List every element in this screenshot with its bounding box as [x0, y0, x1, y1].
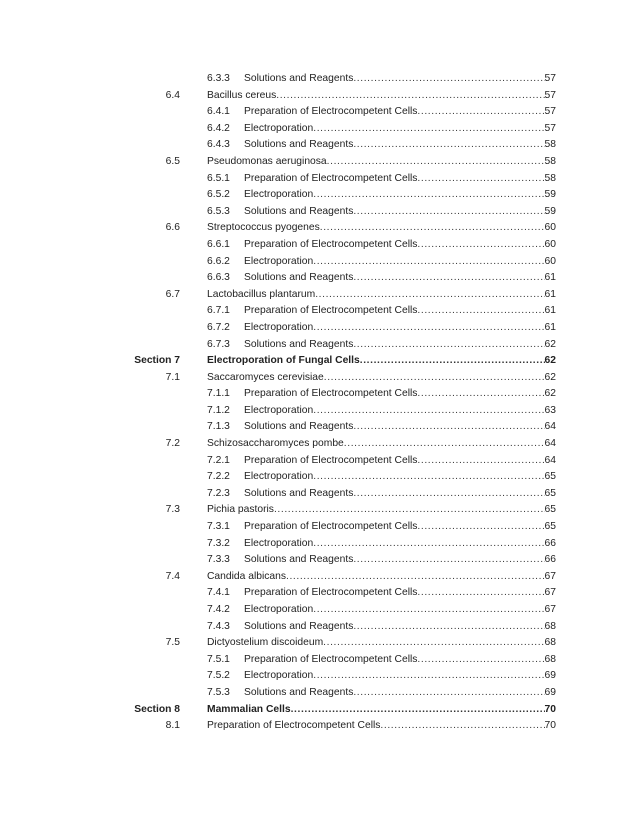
toc-subsection-number: 6.4.3 [207, 139, 230, 151]
toc-entry-title: Electroporation [244, 471, 314, 483]
toc-section-number: 6.5 [165, 155, 180, 167]
toc-page-number: 70 [544, 703, 556, 715]
toc-entry [244, 602, 556, 619]
toc-entry-row[interactable] [0, 536, 638, 553]
toc-entry-title: Dictyostelium discoideum [207, 637, 324, 649]
toc-entry-title: Solutions and Reagents [244, 338, 354, 350]
toc-entry-row[interactable] [0, 204, 638, 221]
dot-leader [417, 237, 544, 254]
toc-section-number: 7.2 [165, 438, 180, 450]
toc-page-number: 66 [544, 537, 556, 549]
toc-entry-row[interactable] [0, 519, 638, 536]
toc-entry-row[interactable] [0, 237, 638, 254]
toc-entry-row[interactable] [0, 453, 638, 470]
toc-entry-title: Preparation of Electrocompetent Cells [244, 454, 418, 466]
toc-section-number: 7.4 [165, 570, 180, 582]
toc-entry-title: Electroporation [244, 321, 314, 333]
dot-leader [353, 204, 544, 221]
toc-page-number: 68 [544, 637, 556, 649]
toc-page-number: 63 [544, 404, 556, 416]
toc-page-number: 62 [544, 355, 556, 367]
toc-page-number: 61 [544, 321, 556, 333]
toc-page-number: 64 [544, 438, 556, 450]
toc-entry [244, 270, 556, 287]
toc-entry-row[interactable] [0, 436, 638, 453]
toc-entry-title: Pichia pastoris [207, 504, 274, 516]
toc-entry-row[interactable] [0, 337, 638, 354]
dot-leader [417, 453, 544, 470]
toc-entry-title: Preparation of Electrocompetent Cells [244, 521, 418, 533]
dot-leader [380, 718, 544, 735]
toc-entry-row[interactable] [0, 552, 638, 569]
toc-entry [244, 104, 556, 121]
toc-page-number: 60 [544, 255, 556, 267]
toc-entry-row[interactable] [0, 619, 638, 636]
toc-page-number: 57 [544, 73, 556, 84]
toc-entry [244, 320, 556, 337]
toc-subsection-number: 7.3.3 [207, 554, 230, 566]
toc-entry-row[interactable] [0, 187, 638, 204]
dot-leader [315, 287, 544, 304]
toc-entry [244, 519, 556, 536]
toc-entry-title: Preparation of Electrocompetent Cells [244, 305, 418, 317]
toc-subsection-number: 6.5.3 [207, 205, 230, 217]
toc-page-number: 67 [544, 587, 556, 599]
dot-leader [353, 337, 544, 354]
toc-entry [244, 453, 556, 470]
dot-leader [291, 702, 545, 719]
toc-section-number: 7.1 [165, 371, 180, 383]
toc-entry-title: Solutions and Reagents [244, 73, 354, 84]
toc-entry-row[interactable] [0, 137, 638, 154]
toc-page-number: 62 [544, 388, 556, 400]
toc-section-number: 7.3 [165, 504, 180, 516]
toc-subsection-number: 7.2.2 [207, 471, 230, 483]
dot-leader [417, 585, 544, 602]
toc-subsection-number: 7.3.1 [207, 521, 230, 533]
dot-leader [353, 685, 544, 702]
toc-entry [244, 204, 556, 221]
toc-entry [207, 436, 556, 453]
toc-entry-title: Lactobacillus plantarum [207, 288, 316, 300]
dot-leader [344, 436, 545, 453]
toc-entry [244, 585, 556, 602]
dot-leader [274, 502, 545, 519]
toc-entry-title: Electroporation [244, 537, 314, 549]
toc-subsection-number: 6.6.2 [207, 255, 230, 267]
toc-entry-row[interactable] [0, 502, 638, 519]
toc-entry [244, 419, 556, 436]
dot-leader [313, 254, 544, 271]
toc-entry-title: Preparation of Electrocompetent Cells [244, 388, 418, 400]
toc-entry-title: Preparation of Electrocompetent Cells [244, 587, 418, 599]
dot-leader [324, 370, 545, 387]
toc-entry-title: Solutions and Reagents [244, 421, 354, 433]
toc-section-row[interactable] [0, 702, 638, 719]
dot-leader [417, 303, 544, 320]
toc-entry-row[interactable] [0, 320, 638, 337]
toc-subsection-number: 7.5.3 [207, 686, 230, 698]
dot-leader [353, 552, 544, 569]
toc-entry-row[interactable] [0, 88, 638, 105]
toc-entry-title: Solutions and Reagents [244, 139, 354, 151]
toc-entry [244, 71, 556, 88]
dot-leader [313, 668, 544, 685]
dot-leader [353, 137, 544, 154]
toc-page-number: 62 [544, 371, 556, 383]
toc-section-number: 6.7 [165, 288, 180, 300]
toc-subsection-number: 7.2.1 [207, 454, 230, 466]
dot-leader [323, 635, 544, 652]
toc-subsection-number: 6.7.3 [207, 338, 230, 350]
toc-entry [244, 187, 556, 204]
toc-entry [244, 486, 556, 503]
toc-page-number: 66 [544, 554, 556, 566]
toc-entry-row[interactable] [0, 121, 638, 138]
toc-subsection-number: 6.7.2 [207, 321, 230, 333]
toc-page-number: 67 [544, 604, 556, 615]
dot-leader [360, 353, 545, 370]
toc-entry [207, 287, 556, 304]
toc-entry-title: Solutions and Reagents [244, 620, 354, 632]
dot-leader [353, 71, 544, 88]
toc-entry-title: Electroporation of Fungal Cells [207, 355, 360, 367]
toc-entry-title: Preparation of Electrocompetent Cells [244, 106, 418, 118]
toc-subsection-number: 6.6.3 [207, 272, 230, 284]
dot-leader [313, 536, 544, 553]
toc-entry [244, 619, 556, 636]
toc-entry-title: Solutions and Reagents [244, 272, 354, 284]
toc-section-label: Section 7 [134, 355, 180, 367]
toc-entry-title: Solutions and Reagents [244, 554, 354, 566]
toc-page-number: 69 [544, 686, 556, 698]
toc-section-number: 6.4 [165, 89, 180, 101]
toc-entry-row[interactable] [0, 71, 638, 88]
toc-entry-title: Preparation of Electrocompetent Cells [244, 653, 418, 665]
toc-section-number: 8.1 [165, 720, 180, 732]
toc-entry-title: Schizosaccharomyces pombe [207, 438, 344, 450]
toc-entry-row[interactable] [0, 403, 638, 420]
toc-page-number: 57 [544, 106, 556, 118]
dot-leader [320, 220, 545, 237]
toc-section-row[interactable] [0, 353, 638, 370]
toc-subsection-number: 6.6.1 [207, 238, 230, 250]
toc-entry-row[interactable] [0, 685, 638, 702]
toc-entry-row[interactable] [0, 370, 638, 387]
toc-entry [244, 685, 556, 702]
toc-page-number: 65 [544, 487, 556, 499]
toc-page-number: 60 [544, 238, 556, 250]
toc-entry [244, 469, 556, 486]
toc-page-number: 64 [544, 454, 556, 466]
toc-section-label: Section 8 [134, 703, 180, 715]
dot-leader [313, 121, 544, 138]
toc-entry-title: Solutions and Reagents [244, 205, 354, 217]
dot-leader [353, 619, 544, 636]
toc-section-number: 6.6 [165, 222, 180, 234]
toc-entry [244, 303, 556, 320]
dot-leader [313, 602, 544, 619]
toc-entry [244, 121, 556, 138]
dot-leader [313, 320, 544, 337]
toc-entry-title: Preparation of Electrocompetent Cells [244, 172, 418, 184]
toc-page-number: 58 [544, 139, 556, 151]
toc-entry-title: Solutions and Reagents [244, 686, 354, 698]
toc-page-number: 65 [544, 471, 556, 483]
toc-entry [244, 652, 556, 669]
toc-subsection-number: 7.5.2 [207, 670, 230, 682]
toc-page-number: 59 [544, 205, 556, 217]
toc-page-number: 61 [544, 272, 556, 284]
toc-entry-row[interactable] [0, 154, 638, 171]
toc-entry-row[interactable] [0, 469, 638, 486]
dot-leader [327, 154, 545, 171]
toc-entry [244, 171, 556, 188]
toc-subsection-number: 7.3.2 [207, 537, 230, 549]
toc-entry-title: Electroporation [244, 404, 314, 416]
toc-subsection-number: 7.4.2 [207, 604, 230, 615]
toc-entry [207, 220, 556, 237]
toc-entry-title: Solutions and Reagents [244, 487, 354, 499]
toc-entry-row[interactable] [0, 287, 638, 304]
toc-entry-title: Electroporation [244, 255, 314, 267]
toc-page-number: 65 [544, 521, 556, 533]
toc-entry [207, 569, 556, 586]
toc-entry-row[interactable] [0, 220, 638, 237]
toc-subsection-number: 7.2.3 [207, 487, 230, 499]
toc-entry [207, 88, 556, 105]
toc-page-number: 64 [544, 421, 556, 433]
toc-entry-title: Preparation of Electrocompetent Cells [244, 238, 418, 250]
toc-entry-title: Electroporation [244, 189, 314, 201]
toc-entry [244, 536, 556, 553]
toc-page-number: 65 [544, 504, 556, 516]
toc-entry [207, 353, 556, 370]
toc-subsection-number: 7.4.3 [207, 620, 230, 632]
toc-page-number: 67 [544, 570, 556, 582]
toc-entry-row[interactable] [0, 569, 638, 586]
toc-page-number: 62 [544, 338, 556, 350]
toc-subsection-number: 6.4.1 [207, 106, 230, 118]
toc-page-number: 57 [544, 89, 556, 101]
toc-entry-title: Candida albicans [207, 570, 286, 582]
toc-entry [207, 702, 556, 719]
toc-entry [207, 370, 556, 387]
toc-entry-title: Preparation of Electrocompetent Cells [207, 720, 381, 732]
toc-entry [244, 254, 556, 271]
toc-page-number: 68 [544, 653, 556, 665]
toc-entry [207, 502, 556, 519]
toc-entry-title: Mammalian Cells [207, 703, 291, 715]
toc-entry-row[interactable] [0, 104, 638, 121]
toc-entry [244, 337, 556, 354]
dot-leader [417, 652, 544, 669]
toc-entry-row[interactable] [0, 386, 638, 403]
toc-entry [244, 403, 556, 420]
toc-subsection-number: 6.5.2 [207, 189, 230, 201]
toc-subsection-number: 7.1.3 [207, 421, 230, 433]
toc-entry [207, 718, 556, 735]
toc-entry-row[interactable] [0, 585, 638, 602]
toc-entry [207, 635, 556, 652]
dot-leader [313, 187, 544, 204]
toc-subsection-number: 7.5.1 [207, 653, 230, 665]
toc-entry-row[interactable] [0, 652, 638, 669]
toc-subsection-number: 6.3.3 [207, 73, 230, 84]
toc-entry [207, 154, 556, 171]
dot-leader [313, 403, 544, 420]
toc-entry-row[interactable] [0, 270, 638, 287]
toc-entry-row[interactable] [0, 635, 638, 652]
dot-leader [417, 171, 544, 188]
toc-entry-row[interactable] [0, 303, 638, 320]
toc-subsection-number: 6.4.2 [207, 122, 230, 134]
toc-page-number: 61 [544, 288, 556, 300]
toc-entry [244, 386, 556, 403]
toc-page-number: 59 [544, 189, 556, 201]
toc-entry-title: Electroporation [244, 122, 314, 134]
toc-page-number: 61 [544, 305, 556, 317]
dot-leader [417, 519, 544, 536]
toc-page-number: 70 [544, 720, 556, 732]
dot-leader [353, 486, 544, 503]
toc-entry-title: Pseudomonas aeruginosa [207, 155, 327, 167]
toc-page-number: 57 [544, 122, 556, 134]
toc-entry-row[interactable] [0, 171, 638, 188]
toc-entry-row[interactable] [0, 254, 638, 271]
toc-subsection-number: 7.1.1 [207, 388, 230, 400]
dot-leader [353, 270, 544, 287]
toc-page-number: 68 [544, 620, 556, 632]
toc-entry [244, 552, 556, 569]
toc-entry-row[interactable] [0, 486, 638, 503]
table-of-contents [0, 71, 638, 735]
toc-entry [244, 668, 556, 685]
toc-entry-row[interactable] [0, 668, 638, 685]
toc-subsection-number: 7.1.2 [207, 404, 230, 416]
dot-leader [276, 88, 544, 105]
toc-entry-title: Saccaromyces cerevisiae [207, 371, 324, 383]
toc-entry-row[interactable] [0, 602, 638, 619]
toc-page-number: 69 [544, 670, 556, 682]
toc-entry-title: Electroporation [244, 670, 314, 682]
toc-entry [244, 137, 556, 154]
toc-entry-title: Streptococcus pyogenes [207, 222, 320, 234]
toc-entry [244, 237, 556, 254]
toc-page-number: 60 [544, 222, 556, 234]
toc-entry-row[interactable] [0, 419, 638, 436]
toc-entry-row[interactable] [0, 718, 638, 735]
toc-subsection-number: 6.5.1 [207, 172, 230, 184]
dot-leader [417, 386, 544, 403]
toc-subsection-number: 6.7.1 [207, 305, 230, 317]
dot-leader [313, 469, 544, 486]
toc-entry-title: Electroporation [244, 604, 314, 615]
dot-leader [417, 104, 544, 121]
toc-entry-title: Bacillus cereus [207, 89, 277, 101]
toc-subsection-number: 7.4.1 [207, 587, 230, 599]
toc-page-number: 58 [544, 155, 556, 167]
toc-page-number: 58 [544, 172, 556, 184]
dot-leader [353, 419, 544, 436]
dot-leader [286, 569, 545, 586]
toc-section-number: 7.5 [165, 637, 180, 649]
